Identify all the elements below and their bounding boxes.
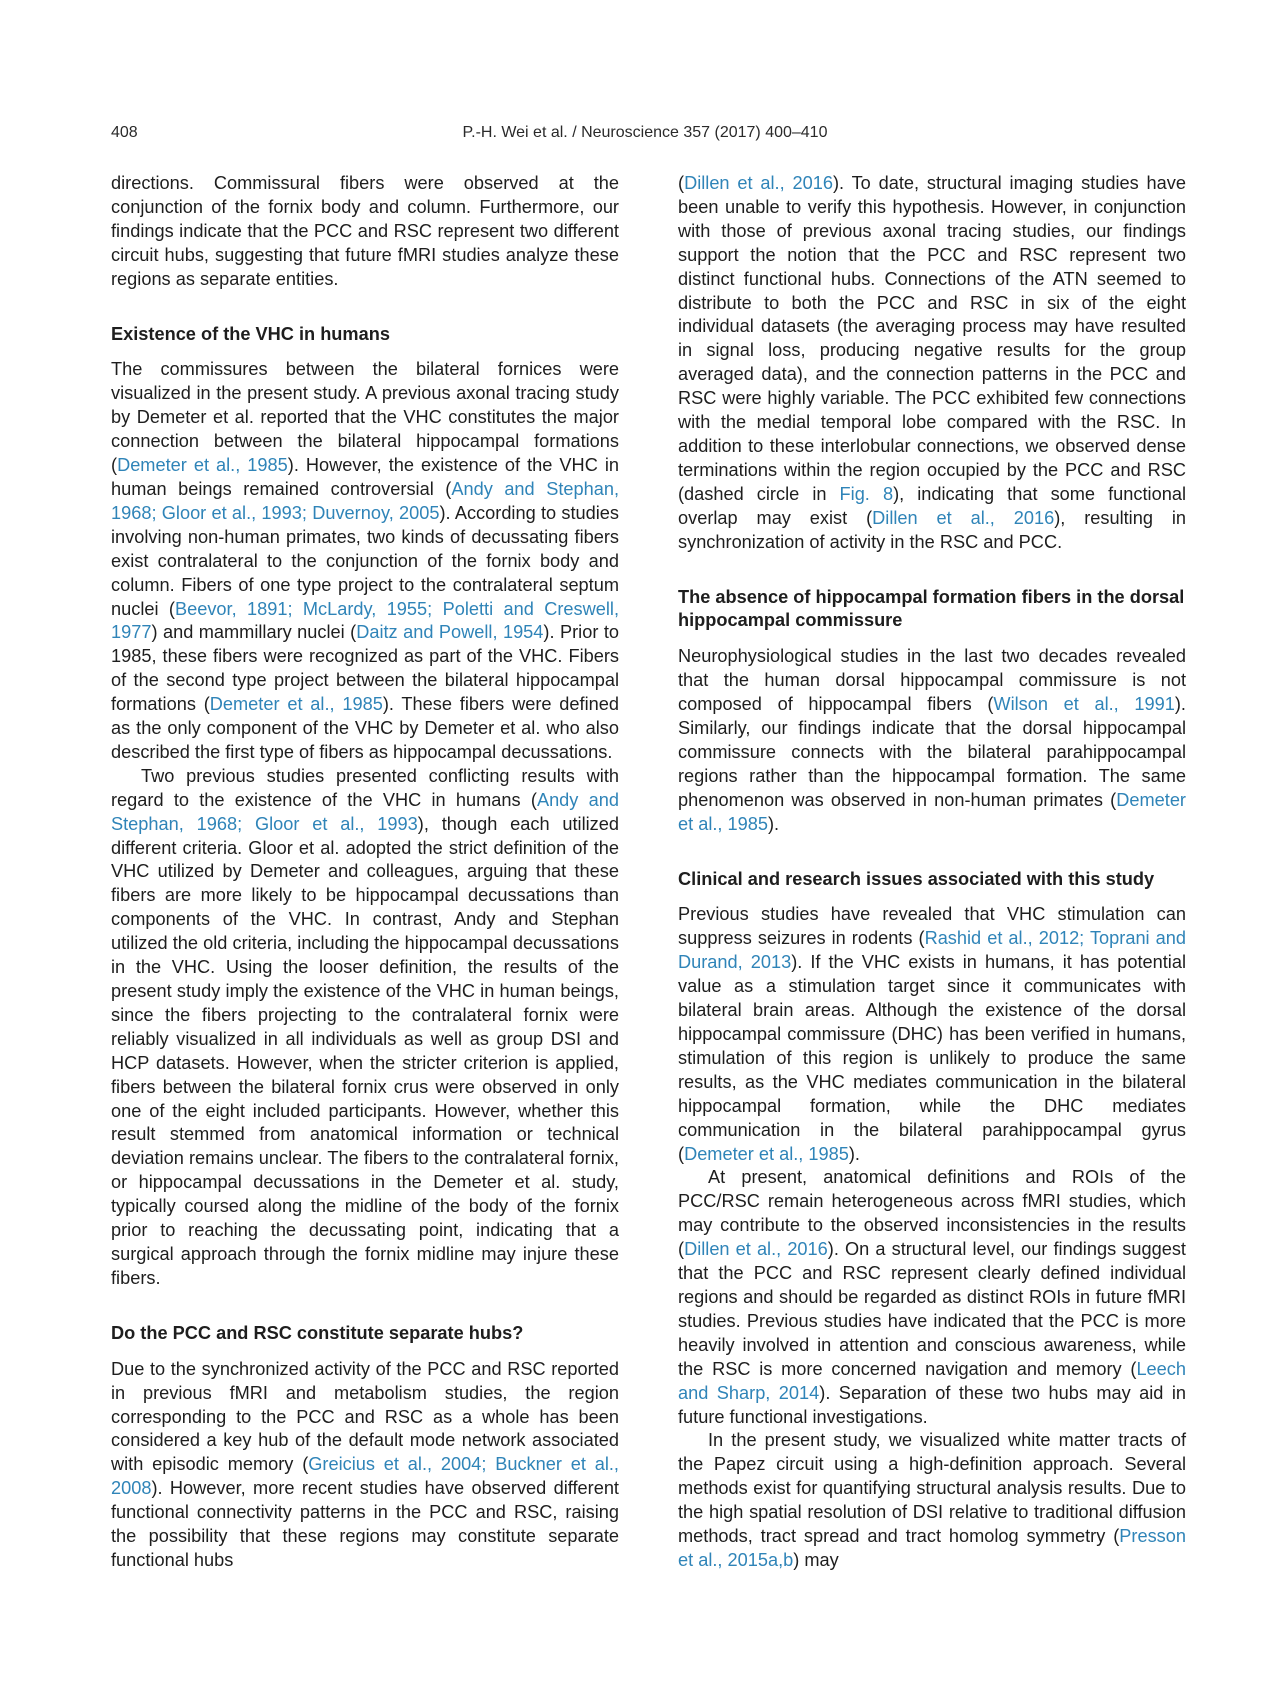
citation-link[interactable]: Presson et al., 2015a,b (678, 1526, 1186, 1570)
body-text: ( (678, 173, 685, 193)
section-heading: Do the PCC and RSC constitute separate hubs? (111, 1322, 524, 1343)
body-text: ), though each utilized different criteria. Gloor et al. adopted the strict definition of the VHC utilized by Demeter and colleagues, arguing that these fibers are more likely to be hippocampal decussations than components of the VHC. In contrast, Andy and Stephan utilized the old criteria, including the hippocampal decussations in the VHC. Using the looser definition, the results of the present study imply the existence of the VHC in human beings, since the fibers projecting to the contralateral fornix were reliably visualized in all individuals as well as group DSI and HCP datasets. However, when the stricter criterion is applied, fibers between the bilateral fornix crus were observed in only one of the eight included participants. However, whether this result stemmed from anatomical information or technical deviation remains unclear. The fibers to the contralateral fornix, or hippocampal decussations in the Demeter et al. study, typically coursed along the midline of the body of the fornix prior to reaching the decussating point, indicating that a surgical approach through the fornix midline may injure these fibers. (111, 813, 619, 1288)
body-text: In the present study, we visualized white matter tracts of the Papez circuit using a high-definition approach. Several methods exist for quantifying structural analysis results. Due to the high spatial resolution of DSI relative to traditional diffusion methods, tract spread and tract homolog symmetry ( (678, 1430, 1186, 1547)
journal-citation: P.-H. Wei et al. / Neuroscience 357 (2017) 400–410 (462, 124, 828, 141)
body-text: ). Separation of these two hubs may aid in future functional investigations. (678, 1382, 1186, 1427)
paragraph (678, 645, 1186, 836)
citation-link[interactable]: Dillen et al., 2016 (684, 1239, 828, 1260)
citation-link[interactable]: Dillen et al., 2016 (684, 173, 833, 193)
section-gap (678, 555, 1186, 586)
body-text: ). On a structural level, our findings suggest that the PCC and RSC represent clearly defined individual regions and should be regarded as distinct ROIs in future fMRI studies. Previous studies have indicated that the PCC is more heavily involved in attention and conscious awareness, while the RSC is more concerned navigation and memory ( (678, 1239, 1186, 1379)
citation-link[interactable]: Wilson et al., 1991 (993, 694, 1175, 715)
section-heading: Existence of the VHC in humans (111, 323, 390, 344)
body-text: ). However, the existence of the VHC in human beings remained controversial ( (111, 455, 620, 499)
citation-link[interactable]: Demeter et al., 1985 (117, 455, 288, 476)
citation-link[interactable]: Fig. 8 (839, 483, 894, 504)
right-column (678, 172, 1186, 1573)
body-text: ). (848, 1143, 860, 1164)
citation-link[interactable]: Leech and Sharp, 2014 (678, 1358, 1186, 1403)
body-text: ), resulting in synchronization of activity in the RSC and PCC. (678, 507, 1186, 552)
section-gap (678, 837, 1186, 868)
body-text: ). Prior to 1985, these fibers were recognized as part of the VHC. Fibers of the second type project between the bilateral hippocampal formations ( (111, 622, 619, 715)
body-text: ). According to studies involving non-human primates, two kinds of decussating fibers exist contralateral to the conjunction of the fornix body and column. Fibers of one type project to the contralateral septum nuclei ( (111, 502, 620, 619)
body-text: directions. Commissural fibers were observed at the conjunction of the fornix body and column. Furthermore, our findings indicate that the PCC and RSC represent two different circuit hubs, suggesting that future fMRI studies analyze these regions as separate entities. (111, 173, 619, 289)
paragraph (678, 172, 1186, 555)
running-head (111, 124, 1179, 148)
body-text: ) and mammillary nuclei ( (151, 622, 357, 643)
page-number: 408 (111, 124, 138, 141)
body-text: The commissures between the bilateral fornices were visualized in the present study. A previous axonal tracing study by Demeter et al. reported that the VHC constitutes the major connection between the bilateral hippocampal formations ( (111, 359, 619, 476)
body-text: At present, anatomical definitions and ROIs of the PCC/RSC remain heterogeneous across fMRI studies, which may contribute to the observed inconsistencies in the results ( (678, 1167, 1186, 1260)
section-gap (111, 292, 619, 323)
citation-link[interactable]: Dillen et al., 2016 (872, 507, 1055, 528)
citation-link[interactable]: Daitz and Powell, 1954 (356, 622, 544, 643)
paragraph (111, 765, 619, 1291)
paragraph (678, 1429, 1186, 1572)
section-heading: The absence of hippocampal formation fibers in the dorsal hippocampal commissure (678, 586, 1185, 631)
paragraph (111, 1358, 619, 1573)
body-text: Two previous studies presented conflicting results with regard to the existence of the VHC in humans ( (111, 765, 619, 810)
body-text: Due to the synchronized activity of the PCC and RSC reported in previous fMRI and metabolism studies, the region corresponding to the PCC and RSC as a whole has been considered a key hub of the default mode network associated with episodic memory ( (111, 1358, 619, 1475)
section-heading: Clinical and research issues associated with this study (678, 868, 1155, 889)
body-text: ) may (793, 1549, 839, 1570)
citation-link[interactable]: Demeter et al., 1985 (678, 789, 1186, 834)
body-text: ). To date, structural imaging studies have been unable to verify this hypothesis. However, in conjunction with those of previous axonal tracing studies, our findings support the notion that the PCC and RSC represent two distinct functional hubs. Connections of the ATN seemed to distribute to both the PCC and RSC in six of the eight individual datasets (the averaging process may have resulted in signal loss, producing negative results for the group averaged data), and the connection patterns in the PCC and RSC were highly variable. The PCC exhibited few connections with the medial temporal lobe compared with the RSC. In addition to these interlobular connections, we observed dense terminations within the region occupied by the PCC and RSC (dashed circle in (678, 173, 1186, 504)
body-text: Previous studies have revealed that VHC stimulation can suppress seizures in rodents ( (678, 904, 1186, 949)
citation-link[interactable]: Demeter et al., 1985 (684, 1143, 849, 1164)
citation-link[interactable]: Andy and Stephan, 1968; Gloor et al., 1993; Duvernoy, 2005 (111, 478, 620, 523)
section-gap (111, 1291, 619, 1322)
body-text: ). However, more recent studies have observed different functional connectivity patterns in the PCC and RSC, raising the possibility that these regions may constitute separate functional hubs (111, 1478, 619, 1570)
citation-link[interactable]: Beevor, 1891; McLardy, 1955; Poletti and Creswell, 1977 (111, 598, 619, 643)
body-text: ). Similarly, our findings indicate that the dorsal hippocampal commissure connects with the bilateral parahippocampal regions rather than the hippocampal formation. The same phenomenon was observed in non-human primates ( (678, 694, 1186, 810)
paragraph (111, 172, 619, 292)
body-text: ), indicating that some functional overlap may exist ( (678, 483, 1186, 528)
citation-link[interactable]: Rashid et al., 2012; Toprani and Durand, 2013 (678, 928, 1186, 973)
citation-link[interactable]: Greicius et al., 2004; Buckner et al., 2008 (111, 1454, 619, 1499)
body-text: ). These fibers were defined as the only component of the VHC by Demeter et al. who also described the first type of fibers as hippocampal decussations. (111, 694, 619, 762)
paragraph (678, 1166, 1186, 1429)
left-column (111, 172, 619, 1573)
citation-link[interactable]: Demeter et al., 1985 (209, 694, 383, 715)
paragraph (678, 903, 1186, 1166)
citation-link[interactable]: Andy and Stephan, 1968; Gloor et al., 1993 (111, 789, 619, 834)
body-text: Neurophysiological studies in the last two decades revealed that the human dorsal hippocampal commissure is not composed of hippocampal fibers ( (678, 646, 1186, 715)
body-text: ). If the VHC exists in humans, it has potential value as a stimulation target since it communicates with bilateral brain areas. Although the existence of the dorsal hippocampal commissure (DHC) has been verified in humans, stimulation of this region is unlikely to produce the same results, as the VHC mediates communication in the bilateral hippocampal formation, while the DHC mediates communication in the bilateral parahippocampal gyrus ( (678, 952, 1186, 1164)
paragraph (111, 358, 619, 764)
body-text: ). (768, 813, 780, 834)
